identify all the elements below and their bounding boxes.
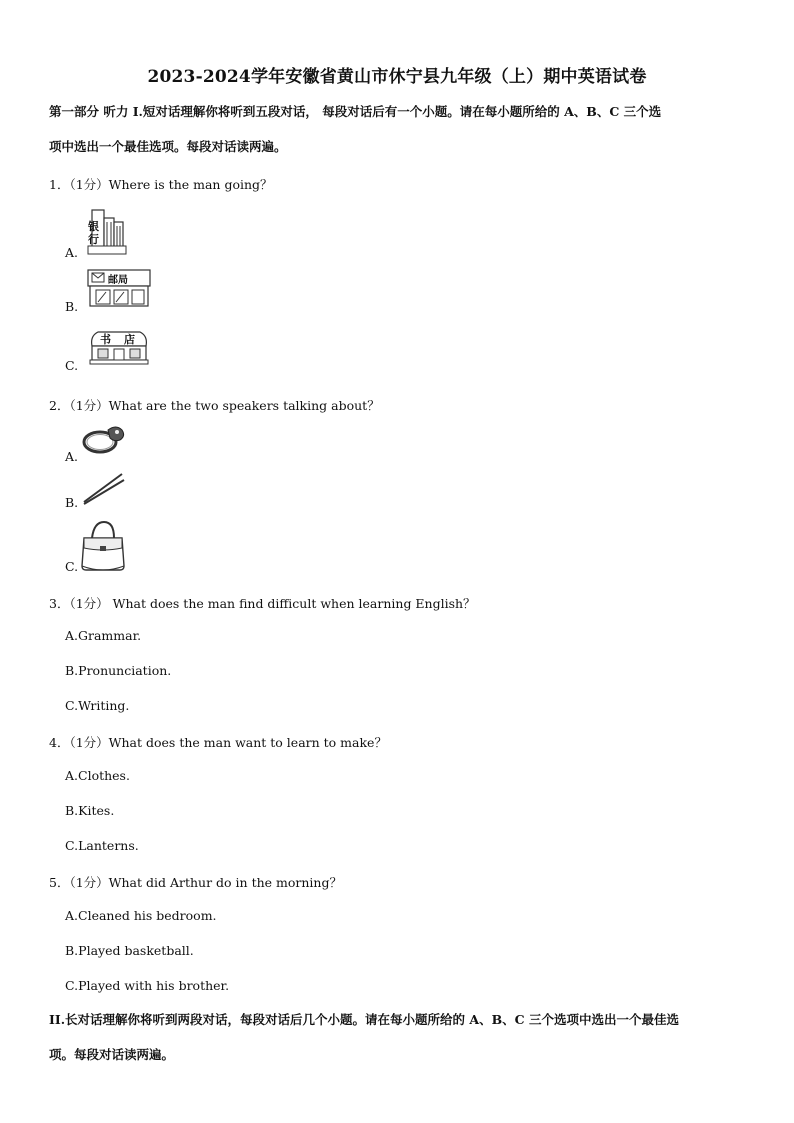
bank-sign-text: 银行 bbox=[88, 220, 99, 246]
bookstore-sign-char: 店 bbox=[124, 333, 135, 346]
option-label: B. bbox=[65, 495, 79, 510]
section-instructions-part1 bbox=[49, 94, 749, 164]
chopsticks-icon bbox=[80, 470, 126, 506]
option-text: B.Pronunciation. bbox=[65, 663, 172, 678]
option-text: C.Played with his brother. bbox=[65, 978, 230, 993]
option-text: A.Cleaned his bedroom. bbox=[65, 908, 217, 923]
option-label: A. bbox=[65, 449, 79, 464]
ring-icon bbox=[80, 420, 128, 458]
instruction-line: 第一部分 听力 I.短对话理解你将听到五段对话， 每段对话后有一个小题。请在每小题所给的 A、B、C 三个选 bbox=[49, 104, 662, 119]
option-label: A. bbox=[65, 245, 79, 260]
question-1-stem: 1．（1分）Where is the man going？ bbox=[49, 177, 273, 192]
option-text: A.Clothes. bbox=[65, 768, 130, 783]
question-4-stem: 4．（1分）What does the man want to learn to make？ bbox=[49, 735, 387, 750]
section-instructions-part2 bbox=[49, 1002, 749, 1072]
page-title: 2023-2024学年安徽省黄山市休宁县九年级（上）期中英语试卷 bbox=[147, 67, 647, 87]
bank-building-icon bbox=[84, 206, 128, 256]
instruction-line: II.长对话理解你将听到两段对话，每段对话后几个小题。请在每小题所给的 A、B、C 三个选项中选出一个最佳选 bbox=[49, 1012, 679, 1027]
option-label: B. bbox=[65, 299, 79, 314]
post-office-icon bbox=[86, 268, 152, 308]
question-2-stem: 2．（1分）What are the two speakers talking about？ bbox=[49, 398, 380, 413]
question-5-stem: 5．（1分）What did Arthur do in the morning？ bbox=[49, 875, 342, 890]
option-label: C. bbox=[65, 358, 79, 373]
option-text: B.Played basketball. bbox=[65, 943, 194, 958]
option-label: C. bbox=[65, 559, 79, 574]
option-text: C.Lanterns. bbox=[65, 838, 139, 853]
question-3-stem: 3．（1分） What does the man find difficult when learning English？ bbox=[49, 596, 476, 611]
handbag-icon bbox=[78, 520, 128, 574]
bookstore-sign-char: 书 bbox=[100, 333, 111, 346]
instruction-line: 项。每段对话读两遍。 bbox=[49, 1047, 175, 1062]
post-office-sign-text: 邮局 bbox=[108, 275, 128, 286]
bookstore-icon bbox=[86, 326, 152, 366]
option-text: A.Grammar. bbox=[65, 628, 142, 643]
option-text: B.Kites. bbox=[65, 803, 115, 818]
option-text: C.Writing. bbox=[65, 698, 130, 713]
instruction-line: 项中选出一个最佳选项。每段对话读两遍。 bbox=[49, 139, 287, 154]
